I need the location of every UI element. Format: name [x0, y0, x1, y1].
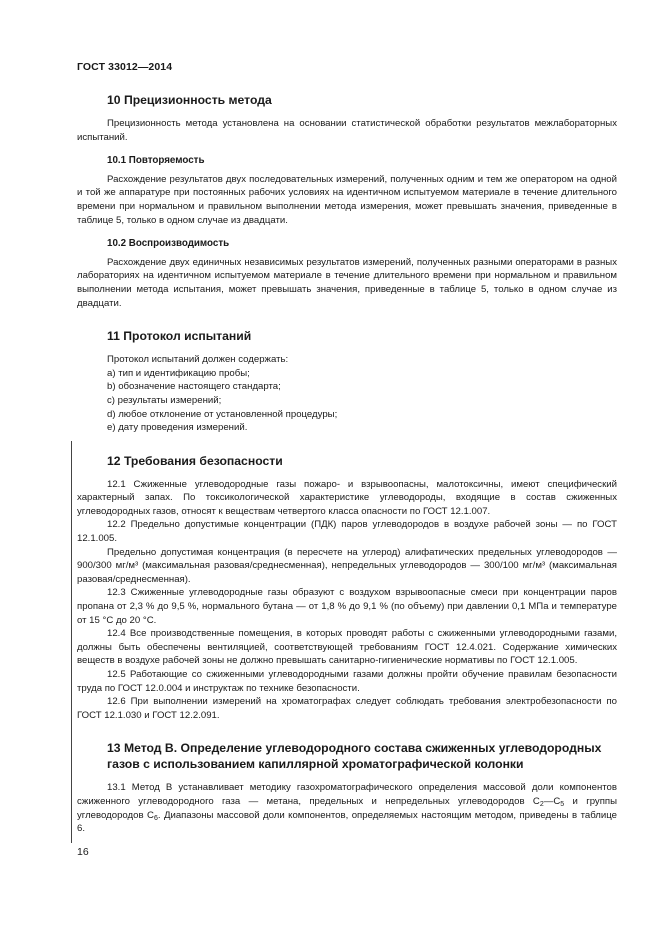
paragraph-12-3: 12.3 Сжиженные углеводородные газы образуют с воздухом взрывоопасные смеси при концентрации паров пропана от 2,3 % до 9,5 %, нормального бутана — от 1,8 % до 9,1 % (по объему) при давлении 0,1 МПа и температуре от 15 °С до 20 °С. — [77, 587, 617, 626]
subscript: 5 — [560, 800, 565, 808]
document-body — [77, 92, 617, 836]
section-11 — [77, 328, 617, 435]
section-13-title: 13 Метод В. Определение углеводородного состава сжиженных углеводородных газов с использованием капиллярной хроматографической колонки — [107, 741, 602, 772]
list-item: d) любое отклонение от установленной процедуры; — [107, 408, 338, 420]
section-10 — [77, 92, 617, 310]
list-item: e) дату проведения измерений. — [107, 422, 248, 434]
paragraph-13-1-part-c: . Диапазоны массовой доли компонентов, определяемых настоящим методом, приведены в таблице 6. — [77, 809, 617, 835]
section-11-intro: Протокол испытаний должен содержать: — [107, 354, 289, 366]
section-13 — [77, 740, 617, 835]
paragraph-13-1-part-b: и группы углеводородов С — [77, 795, 617, 821]
paragraph-13-1-part-a: 13.1 Метод В устанавливает методику газохроматографического определения массовой доли компонентов сжиженного углеводородного газа — метана, предельных и непредельных углеводородов С — [77, 782, 617, 807]
list-item: b) обозначение настоящего стандарта; — [107, 381, 281, 393]
standard-header: ГОСТ 33012—2014 — [77, 61, 173, 73]
section-10-title: 10 Прецизионность метода — [107, 93, 272, 107]
section-11-list — [77, 353, 617, 435]
paragraph-13-1-dash: —С — [543, 795, 561, 807]
change-margin-bar — [71, 441, 72, 843]
paragraph-12-2: 12.2 Предельно допустимые концентрации (ПДК) паров углеводородов в воздухе рабочей зоны — по ГОСТ 12.1.005. — [77, 519, 617, 545]
subscript: 6 — [153, 814, 158, 822]
list-item: a) тип и идентификацию пробы; — [107, 367, 250, 379]
list-item: c) результаты измерений; — [107, 394, 222, 406]
subscript: 2 — [539, 800, 544, 808]
paragraph-12-2b: Предельно допустимая концентрация (в пересчете на углерод) алифатических предельных углеводородов — 900/300 мг/м³ (максимальная разовая/среднесменная), непредельных углеводородов — 300/100 мг/м³ (максимальная разовая/среднесменная). — [77, 546, 617, 585]
paragraph-12-4: 12.4 Все производственные помещения, в которых проводят работы с сжиженными углеводородными газами, должны быть обеспечены вентиляцией, соответствующей требованиям ГОСТ 12.4.021. Содержание химических веществ в воздухе рабочей зоны не должно превышать санитарно-гигиенические нормативы по ГОСТ 12.1.005. — [77, 628, 617, 667]
section-12 — [77, 453, 617, 723]
paragraph-12-5: 12.5 Работающие со сжиженными углеводородными газами должны пройти обучение правилам безопасности труда по ГОСТ 12.0.004 и инструктаж по технике безопасности. — [77, 669, 617, 694]
section-10-2-title: 10.2 Воспроизводимость — [107, 238, 230, 250]
section-12-title: 12 Требования безопасности — [107, 453, 283, 468]
section-10-1-text: Расхождение результатов двух последовательных измерений, полученных одним и тем же оператором на одной и той же аппаратуре при постоянных рабочих условиях на идентичном испытуемом материале в течение длительного времени при нормальном и правильном выполнении метода измерения, может превышать значения, приведенные в таблице 5, только в одном случае из двадцати. — [77, 173, 617, 226]
section-11-title: 11 Протокол испытаний — [107, 329, 252, 344]
section-10-intro: Прецизионность метода установлена на основании статистической обработки результатов межлабораторных испытаний. — [77, 118, 617, 143]
paragraph-13-1 — [77, 781, 617, 835]
section-10-1-title: 10.1 Повторяемость — [107, 155, 205, 167]
section-10-2-text: Расхождение двух единичных независимых результатов измерений, полученных разными операторами в разных лабораториях на идентичном испытуемом материале в течение длительного времени при нормальном и правильном выполнении метода испытания, может превышать значения, приведенные в таблице 5, только в одном случае из двадцати. — [77, 256, 617, 309]
paragraph-12-6: 12.6 При выполнении измерений на хроматографах следует соблюдать требования электробезопасности по ГОСТ 12.1.030 и ГОСТ 12.2.091. — [77, 696, 617, 721]
paragraph-12-1: 12.1 Сжиженные углеводородные газы пожаро- и взрывоопасны, малотоксичны, имеют специфический характерный запах. По токсикологической характеристике углеводороды, входящие в состав сжиженных углеводородных газов, относят к веществам четвертого класса опасности по ГОСТ 12.1.007. — [77, 478, 617, 517]
page-number: 16 — [77, 846, 89, 858]
